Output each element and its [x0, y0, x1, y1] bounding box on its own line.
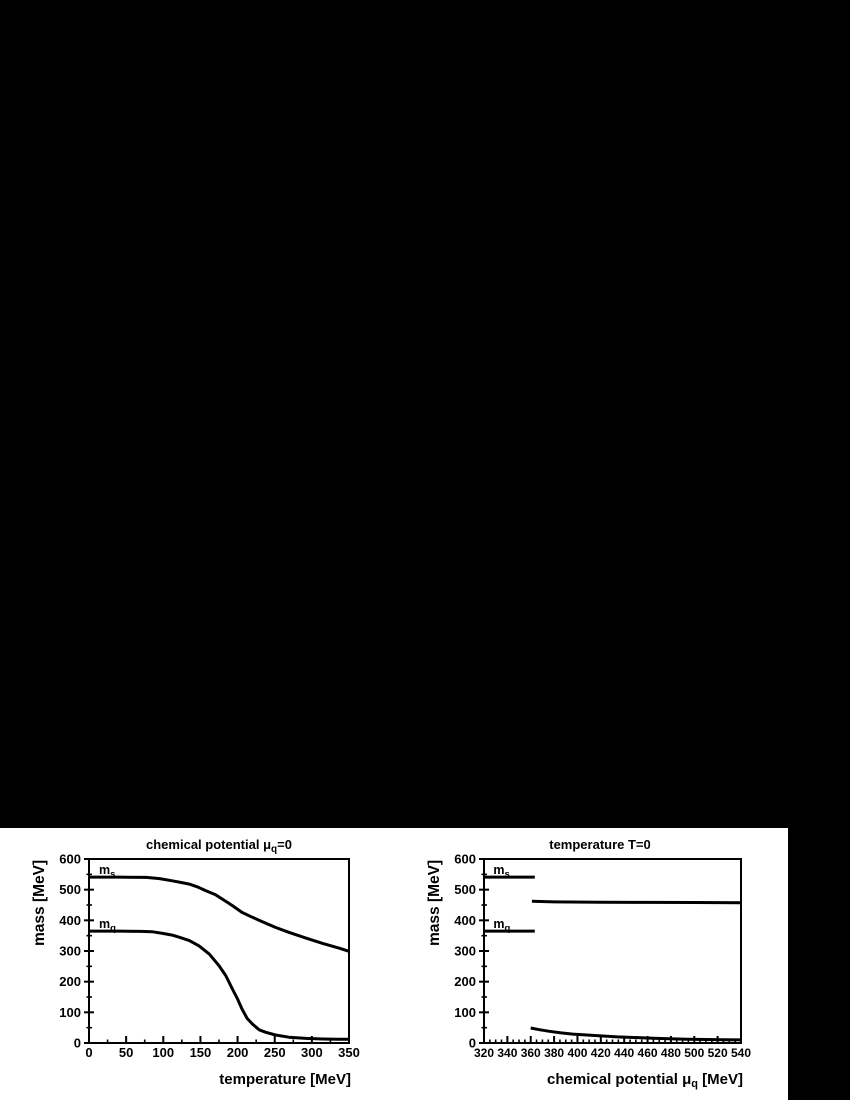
y-tick-label: 300	[59, 943, 81, 959]
x-tick-label: 380	[544, 1046, 565, 1060]
y-axis-title: mass [MeV]	[426, 859, 443, 946]
x-tick-label: 320	[473, 1046, 495, 1060]
series-label-m_s: $m_s$	[99, 863, 116, 881]
x-tick-label: 540	[730, 1046, 752, 1060]
y-tick-label: 500	[59, 882, 81, 898]
plots-canvas	[0, 828, 788, 1100]
y-tick-label: 100	[59, 1004, 81, 1020]
y-tick-label: 600	[454, 851, 476, 867]
plot-right	[426, 837, 751, 1090]
curve-m_s	[89, 877, 349, 951]
x-tick-label: 440	[614, 1046, 635, 1060]
x-tick-label: 0	[85, 1045, 93, 1060]
x-tick-label: 300	[301, 1045, 323, 1060]
y-tick-label: 500	[454, 882, 476, 898]
curve-m_q	[89, 931, 349, 1039]
x-tick-label: 400	[567, 1046, 588, 1060]
y-tick-label: 400	[454, 912, 476, 928]
x-tick-label: 420	[590, 1046, 611, 1060]
x-axis-title: chemical potential $\mu_q$ [MeV]	[547, 1071, 743, 1090]
x-tick-label: 250	[263, 1045, 286, 1060]
y-tick-label: 100	[454, 1004, 476, 1020]
series-label-m_q: $m_q$	[99, 917, 116, 934]
y-tick-label: 200	[454, 974, 476, 990]
plot-frame	[89, 859, 349, 1043]
y-tick-label: 600	[59, 851, 81, 867]
y-tick-label: 400	[59, 912, 81, 928]
series-label-m_q: $m_q$	[493, 917, 511, 934]
plots-panel	[0, 828, 788, 1100]
x-tick-label: 360	[520, 1046, 541, 1060]
plot-title: temperature T=0	[549, 837, 651, 852]
curve-m_q	[531, 1028, 741, 1040]
x-tick-label: 50	[118, 1045, 134, 1060]
x-tick-label: 200	[226, 1045, 249, 1060]
x-tick-label: 150	[189, 1045, 212, 1060]
y-axis-title: mass [MeV]	[31, 859, 48, 946]
y-tick-label: 0	[468, 1035, 476, 1051]
y-tick-label: 200	[59, 974, 81, 990]
plot-title: chemical potential $\mu_q=0$	[146, 837, 292, 855]
x-tick-label: 480	[660, 1046, 681, 1060]
x-tick-label: 100	[152, 1045, 175, 1060]
y-tick-label: 300	[454, 943, 476, 959]
x-tick-label: 460	[637, 1046, 658, 1060]
x-tick-label: 340	[497, 1046, 518, 1060]
plot-frame	[484, 859, 741, 1043]
y-tick-label: 0	[73, 1035, 81, 1051]
x-tick-label: 500	[684, 1046, 705, 1060]
x-tick-label: 520	[707, 1046, 728, 1060]
curve-m_s	[532, 901, 741, 902]
x-axis-title: temperature [MeV]	[219, 1071, 351, 1088]
series-label-m_s: $m_s$	[493, 863, 510, 881]
x-tick-label: 350	[338, 1045, 360, 1060]
plot-left	[31, 837, 360, 1088]
